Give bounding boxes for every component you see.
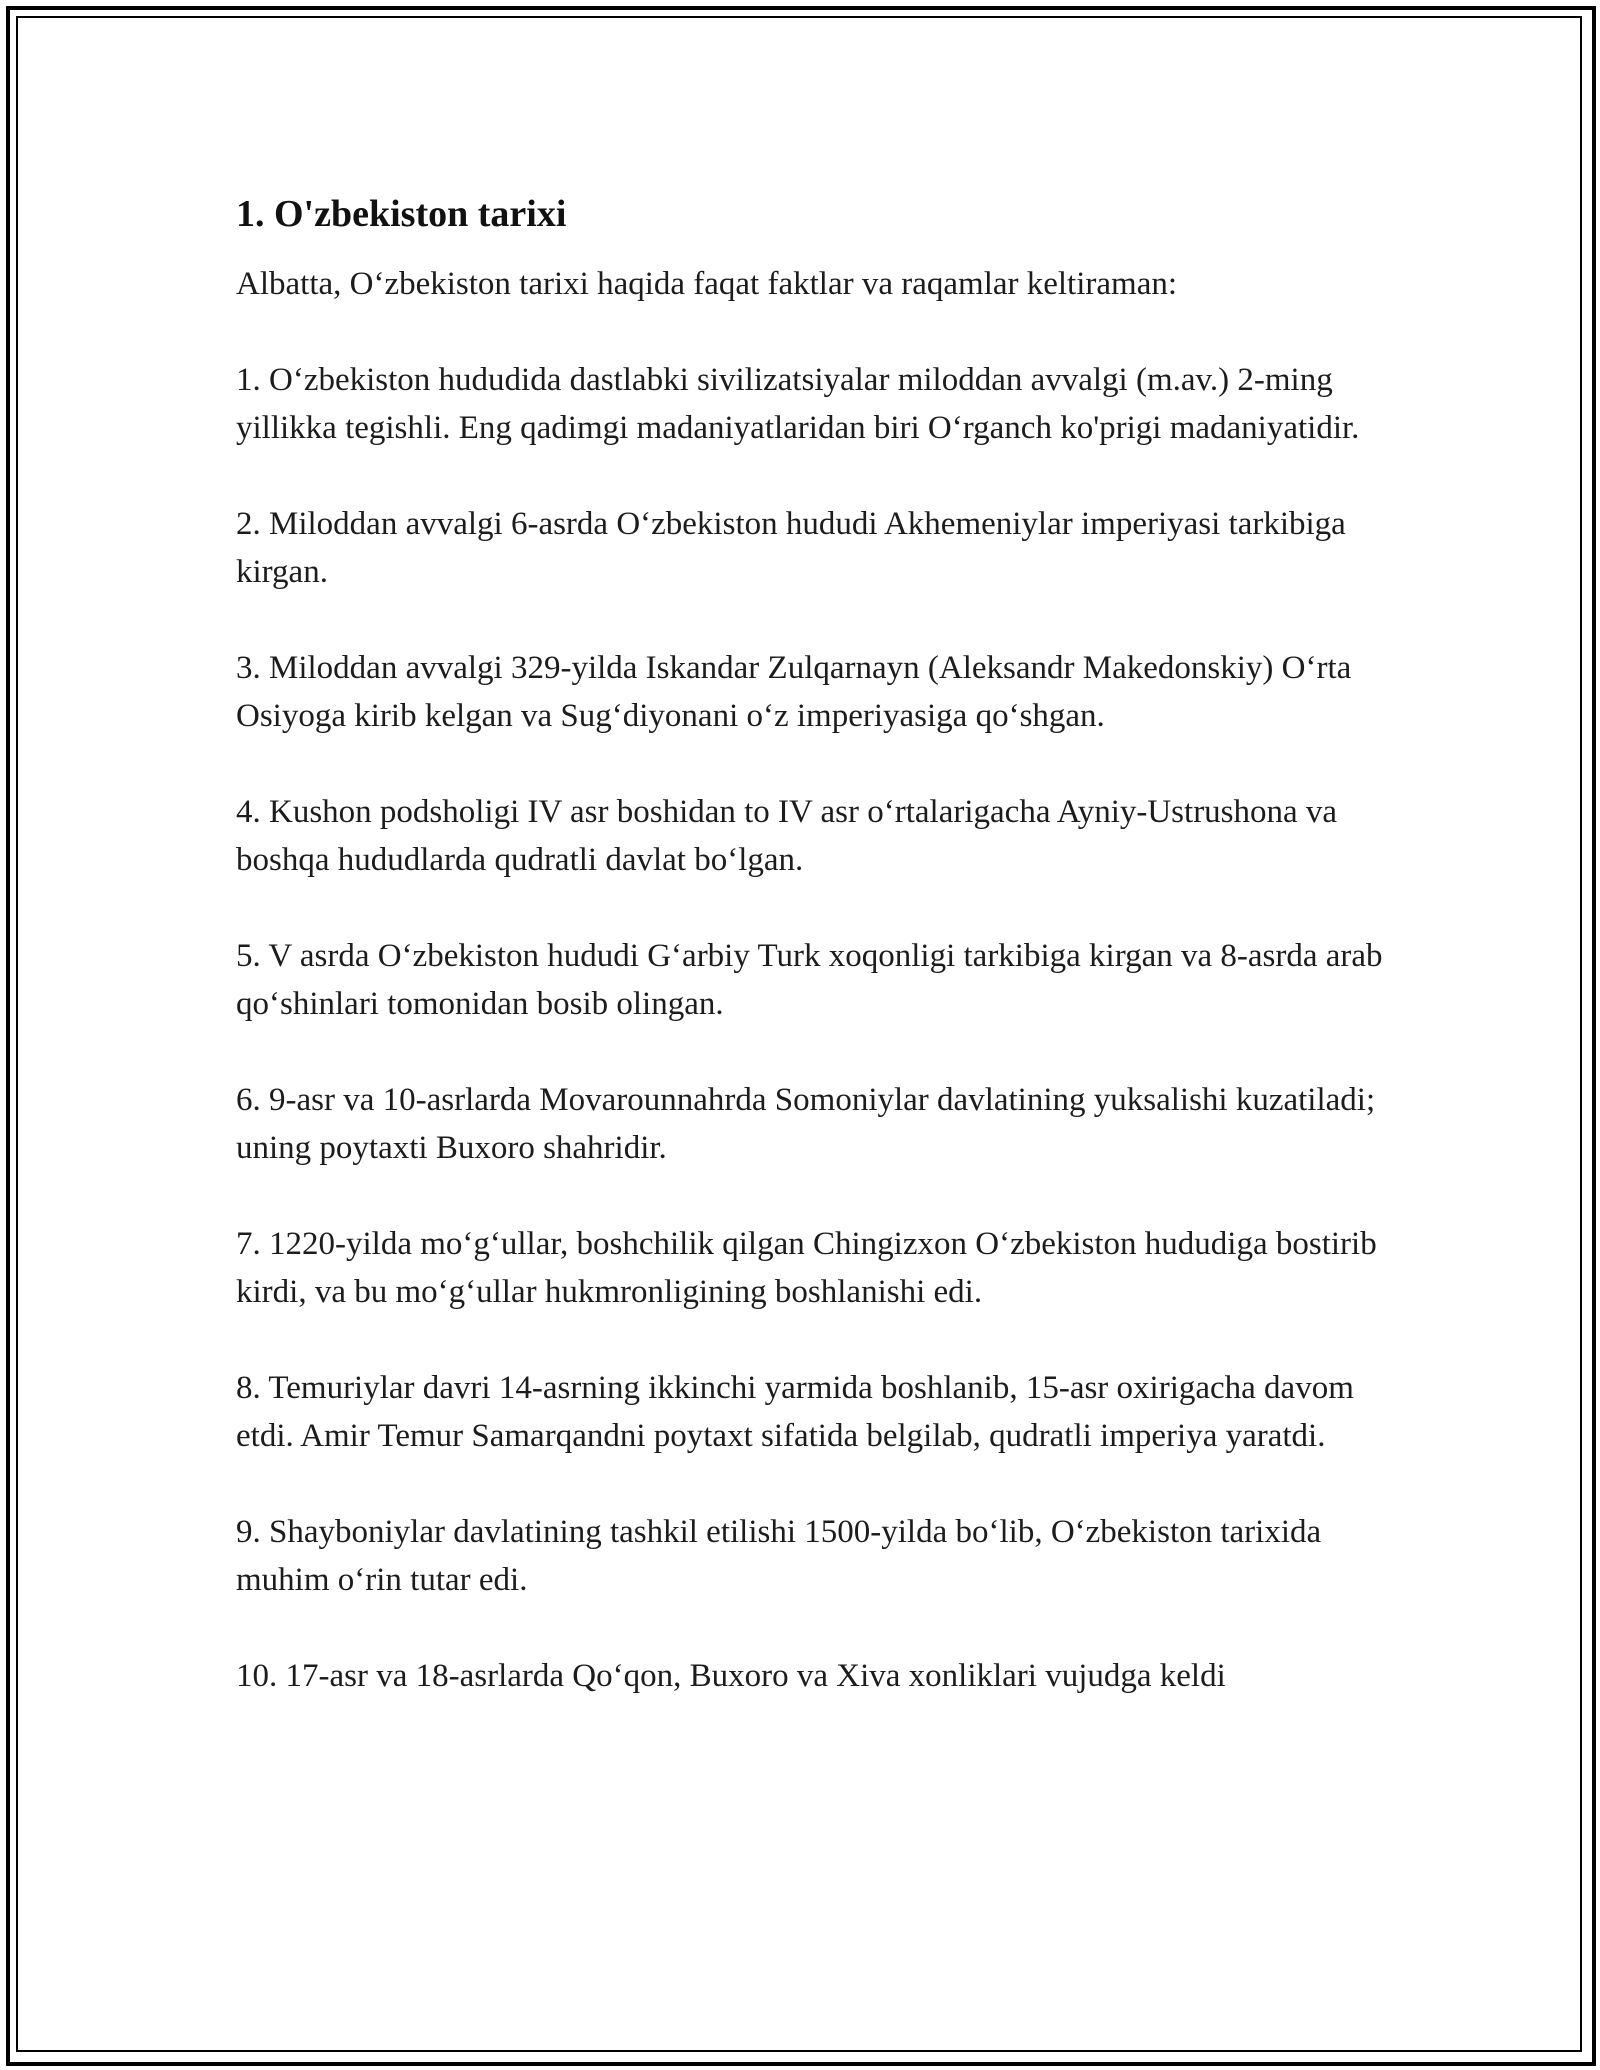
fact-item-6: 6. 9-asr va 10-asrlarda Movarounnahrda Somoniylar davlatining yuksalishi kuzatiladi; uning poytaxti Buxoro shahridir. xyxy=(236,1082,1376,1166)
fact-item-1: 1. O‘zbekiston hududida dastlabki sivilizatsiyalar miloddan avvalgi (m.av.) 2-ming yillikka tegishli. Eng qadimgi madaniyatlaridan biri O‘rganch ko'prigi madaniyatidir. xyxy=(236,362,1360,446)
document-title: 1. O'zbekiston tarixi xyxy=(236,193,567,235)
fact-item-8: 8. Temuriylar davri 14-asrning ikkinchi yarmida boshlanib, 15-asr oxirigacha davom etdi. Amir Temur Samarqandni poytaxt sifatida belgilab, qudratli imperiya yaratdi. xyxy=(236,1370,1354,1454)
fact-item-4: 4. Kushon podsholigi IV asr boshidan to IV asr o‘rtalarigacha Ayniy-Ustrushona va boshqa hududlarda qudratli davlat bo‘lgan. xyxy=(236,794,1338,878)
intro-paragraph: Albatta, O‘zbekiston tarixi haqida faqat faktlar va raqamlar keltiraman: xyxy=(236,266,1178,302)
fact-item-10: 10. 17-asr va 18-asrlarda Qo‘qon, Buxoro va Xiva xonliklari vujudga keldi xyxy=(236,1658,1226,1694)
fact-item-7: 7. 1220-yilda mo‘g‘ullar, boshchilik qilgan Chingizxon O‘zbekiston hududiga bostirib kirdi, va bu mo‘g‘ullar hukmronligining boshlanishi edi. xyxy=(236,1226,1377,1310)
fact-item-5: 5. V asrda O‘zbekiston hududi G‘arbiy Turk xoqonligi tarkibiga kirgan va 8-asrda arab qo‘shinlari tomonidan bosib olingan. xyxy=(236,938,1383,1022)
fact-item-9: 9. Shayboniylar davlatining tashkil etilishi 1500-yilda bo‘lib, O‘zbekiston tarixida muhim o‘rin tutar edi. xyxy=(236,1514,1322,1598)
fact-item-3: 3. Miloddan avvalgi 329-yilda Iskandar Zulqarnayn (Aleksandr Makedonskiy) O‘rta Osiyoga kirib kelgan va Sug‘diyonani o‘z imperiyasiga qo‘shgan. xyxy=(236,650,1352,734)
document-body xyxy=(236,190,1396,1700)
fact-item-2: 2. Miloddan avvalgi 6-asrda O‘zbekiston hududi Akhemeniylar imperiyasi tarkibiga kirgan. xyxy=(236,506,1346,590)
